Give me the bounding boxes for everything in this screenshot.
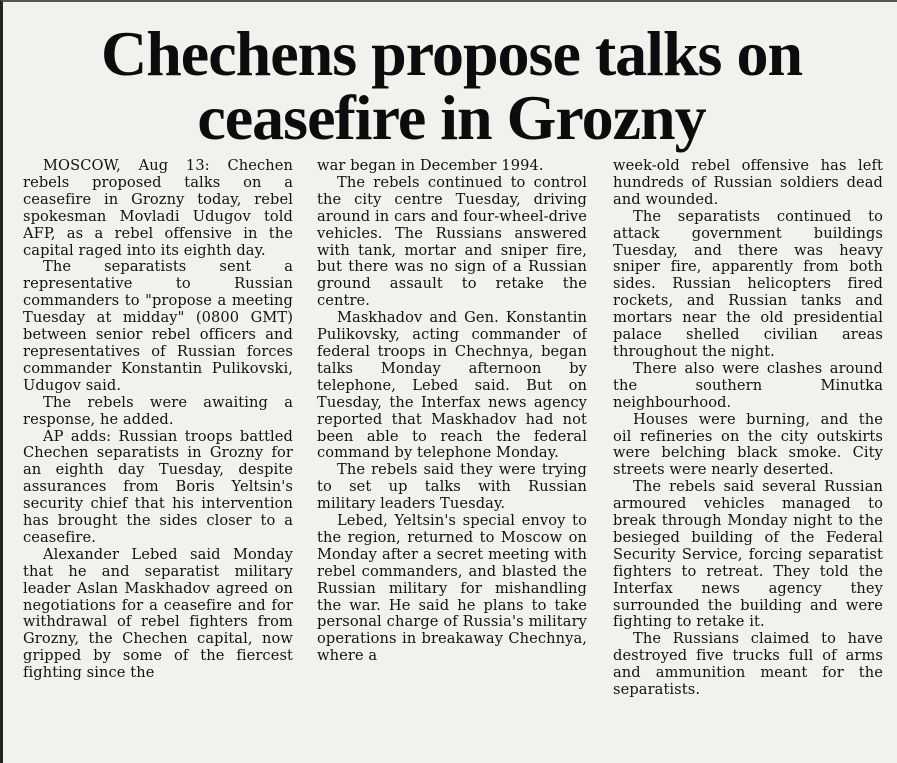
paragraph: There also were clashes around the southern Minutka neighbourhood. <box>613 359 883 411</box>
paragraph: The separatists continued to attack government buildings Tuesday, and there was heavy sniper fire, apparently from both sides. Russian helicopters fired rockets, and Russian tanks and mortars near the old presidential palace shelled civilian areas throughout the night. <box>613 207 883 360</box>
headline: Chechens propose talks on ceasefire in Grozny <box>100 18 803 153</box>
article-column-3 <box>613 158 883 762</box>
paragraph: The rebels said several Russian armoured vehicles managed to break through Monday night to the besieged building of the Federal Security Service, forcing separatist fighters to retreat. They told the Interfax news agency they surrounded the building and were fighting to retake it. <box>613 478 883 631</box>
paragraph: The rebels continued to control the city centre Tuesday, driving around in cars and four-wheel-drive vehicles. The Russians answered with tank, mortar and sniper fire, but there was no sign of a Russian ground assault to retake the centre. <box>317 173 587 310</box>
article-column-1 <box>23 158 293 762</box>
paragraph: AP adds: Russian troops battled Chechen separatists in Grozny for an eighth day Tuesday, despite assurances from Boris Yeltsin's security chief that his intervention has brought the sides closer to a ceasefire. <box>23 427 293 546</box>
paragraph: The separatists sent a representative to Russian commanders to "propose a meeting Tuesday at midday" (0800 GMT) between senior rebel officers and representatives of Russian forces commander Konstantin Pulikovski, Udugov said. <box>23 258 293 394</box>
paragraph: The rebels said they were trying to set up talks with Russian military leaders Tuesday. <box>317 461 587 513</box>
paragraph: MOSCOW, Aug 13: Chechen rebels proposed talks on a ceasefire in Grozny today, rebel spokesman Movladi Udugov told AFP, as a rebel offensive in the capital raged into its eighth day. <box>23 158 293 259</box>
paragraph: Alexander Lebed said Monday that he and separatist military leader Aslan Maskhadov agreed on negotiations for a ceasefire and for withdrawal of rebel fighters from Grozny, the Chechen capital, now gripped by some of the fiercest fighting since the <box>23 545 293 682</box>
article-column-2 <box>317 158 587 762</box>
paragraph: week-old rebel offensive has left hundreds of Russian soldiers dead and wounded. <box>613 158 883 208</box>
paragraph: war began in December 1994. <box>317 158 544 174</box>
paragraph: Houses were burning, and the oil refineries on the city outskirts were belching black smoke. City streets were nearly deserted. <box>613 410 883 479</box>
paragraph: The rebels were awaiting a response, he added. <box>23 393 293 428</box>
paragraph: Lebed, Yeltsin's special envoy to the region, returned to Moscow on Monday after a secret meeting with rebel commanders, and blasted the Russian military for mishandling the war. He said he plans to take personal charge of Russia's military operations in breakaway Chechnya, where a <box>317 512 587 665</box>
paragraph: The Russians claimed to have destroyed five trucks full of arms and ammunition meant for the separatists. <box>613 630 883 699</box>
paragraph: Maskhadov and Gen. Konstantin Pulikovsky, acting commander of federal troops in Chechnya, began talks Monday afternoon by telephone, Lebed said. But on Tuesday, the Interfax news agency reported that Maskhadov had not been able to reach the federal command by telephone Monday. <box>317 309 587 462</box>
